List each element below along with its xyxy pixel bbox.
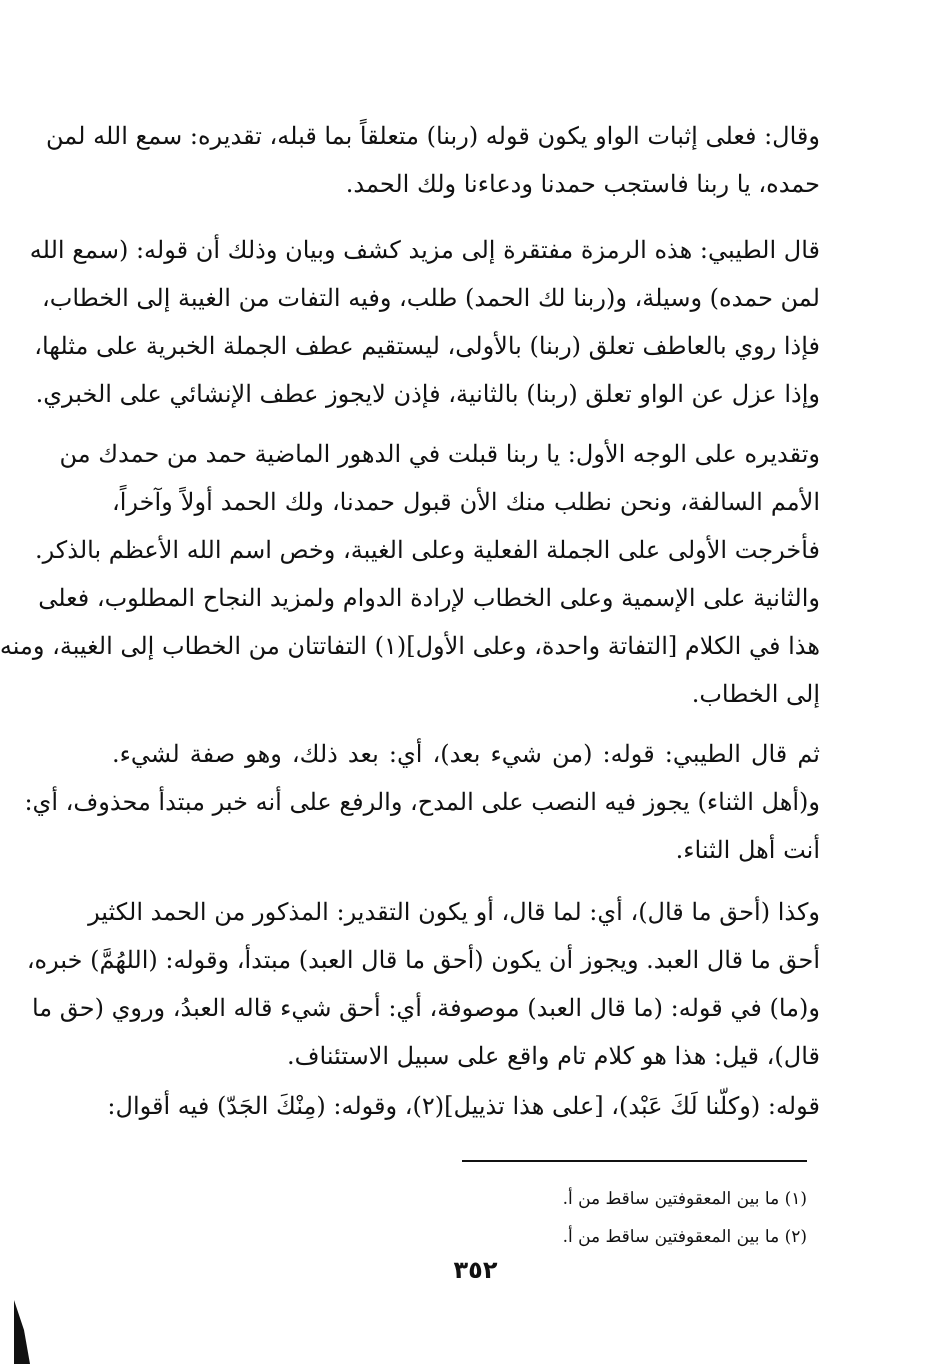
text-line: و(ما) في قوله: (ما قال العبد) موصوفة، أي: أحق شيء قاله العبدُ، وروي (حق ما xyxy=(31,994,820,1022)
paragraph xyxy=(0,430,820,718)
text-line: إلى الخطاب. xyxy=(691,680,820,708)
paragraph xyxy=(24,730,820,874)
text-line: فإذا روي بالعاطف تعلق (ربنا) بالأولى، ليستقيم عطف الجملة الخبرية على مثلها، xyxy=(34,332,820,360)
text-line: وقال: فعلى إثبات الواو يكون قوله (ربنا) متعلقاً بما قبله، تقديره: سمع الله لمن xyxy=(46,122,820,150)
text-line: قال الطيبي: هذه الرمزة مفتقرة إلى مزيد كشف وبيان وذلك أن قوله: (سمع الله xyxy=(29,236,820,264)
text-line: و(أهل الثناء) يجوز فيه النصب على المدح، والرفع على أنه خبر مبتدأ محذوف، أي: xyxy=(24,788,820,816)
text-line: لمن حمده) وسيلة، و(ربنا لك الحمد) طلب، وفيه التفات من الغيبة إلى الخطاب، xyxy=(41,284,820,312)
text-line: قوله: (وكلّنا لَكَ عَبْد)، [على هذا تذييل](٢)، وقوله: (مِنْكَ الجَدّ) فيه أقوال: xyxy=(107,1092,820,1120)
paragraph xyxy=(26,888,820,1080)
footnote: (٢) ما بين المعقوفتين ساقط من أ. xyxy=(562,1227,807,1247)
footnotes xyxy=(307,1180,807,1256)
text-line: أنت أهل الثناء. xyxy=(675,836,820,864)
text-line: قال)، قيل: هذا هو كلام تام واقع على سبيل الاستئناف. xyxy=(287,1042,820,1070)
text-line: هذا في الكلام [التفاتة واحدة، وعلى الأول](١) التفاتتان من الخطاب إلى الغيبة، ومنه xyxy=(0,632,820,660)
text-line: وتقديره على الوجه الأول: يا ربنا قبلت في الدهور الماضية حمد من حمدك من xyxy=(59,440,820,468)
page-edge-shadow xyxy=(14,1300,32,1364)
paragraph xyxy=(46,112,820,208)
footnote: (١) ما بين المعقوفتين ساقط من أ. xyxy=(562,1189,807,1209)
text-line: وإذا عزل عن الواو تعلق (ربنا) بالثانية، فإذن لايجوز عطف الإنشائي على الخبري. xyxy=(35,380,820,408)
paragraph xyxy=(107,1082,820,1130)
text-line: وكذا (أحق ما قال)، أي: لما قال، أو يكون التقدير: المذكور من الحمد الكثير xyxy=(88,898,820,926)
text-line: ثم قال الطيبي: قوله: (من شيء بعد)، أي: بعد ذلك، وهو صفة لشيء. xyxy=(112,740,820,768)
text-line: فأخرجت الأولى على الجملة الفعلية وعلى الغيبة، وخص اسم الله الأعظم بالذكر. xyxy=(34,536,820,564)
footnote-divider xyxy=(462,1160,807,1162)
text-line: الأمم السالفة، ونحن نطلب منك الأن قبول حمدنا، ولك الحمد أولاً وآخراً، xyxy=(112,488,820,516)
text-line: حمده، يا ربنا فاستجب حمدنا ودعاءنا ولك الحمد. xyxy=(345,170,820,198)
paragraph xyxy=(29,226,820,418)
text-line: أحق ما قال العبد. ويجوز أن يكون (أحق ما قال العبد) مبتدأ، وقوله: (اللهُمَّ) خبره، xyxy=(26,946,820,974)
page-number: ٣٥٢ xyxy=(453,1256,498,1284)
page-body xyxy=(0,112,820,1144)
text-line: والثانية على الإسمية وعلى الخطاب لإرادة الدوام ولمزيد النجاح المطلوب، فعلى xyxy=(38,584,820,612)
